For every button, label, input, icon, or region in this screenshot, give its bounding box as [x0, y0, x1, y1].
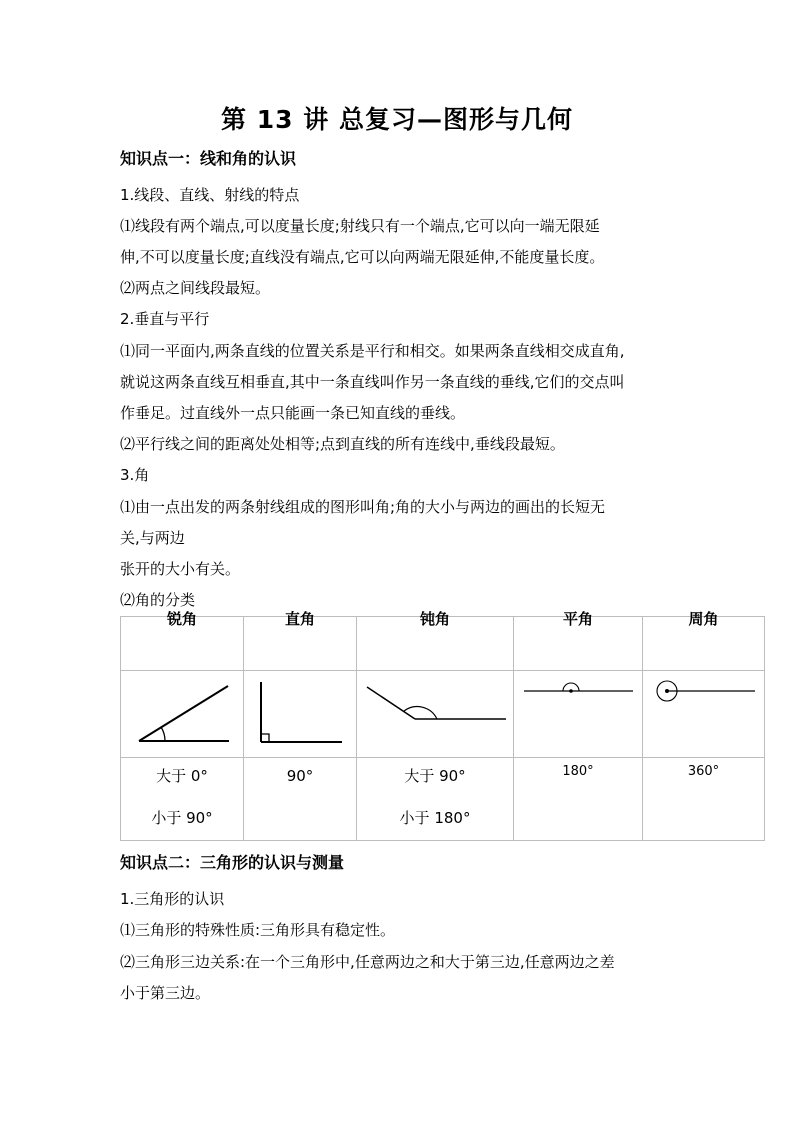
- straight-angle-figure: [514, 671, 643, 757]
- subheading-triangle-recognition: 1.三角形的认识: [120, 890, 225, 908]
- table-figure-row: [121, 671, 765, 758]
- header-cell-acute: 锐角: [121, 617, 244, 671]
- paragraph: ⑴线段有两个端点,可以度量长度;射线只有一个端点,它可以向一端无限延: [120, 217, 600, 235]
- degree-cell-straight: 180°: [514, 758, 643, 841]
- header-cell-obtuse: 钝角: [357, 617, 514, 671]
- subheading-segment-line-ray: 1.线段、直线、射线的特点: [120, 186, 300, 204]
- acute-angle-figure: [121, 671, 244, 757]
- paragraph: ⑴三角形的特殊性质:三角形具有稳定性。: [120, 921, 396, 939]
- header-cell-right: 直角: [244, 617, 357, 671]
- header-cell-full: 周角: [643, 617, 765, 671]
- paragraph: 小于第三边。: [120, 984, 211, 1002]
- figure-cell-full: [643, 671, 765, 758]
- paragraph: 就说这两条直线互相垂直,其中一条直线叫作另一条直线的垂线,它们的交点叫: [120, 373, 625, 391]
- full-angle-figure: [643, 671, 765, 757]
- degree-cell-right: 90°: [244, 758, 357, 841]
- page-title: 第 13 讲 总复习—图形与几何: [221, 105, 573, 134]
- paragraph: 关,与两边: [120, 529, 185, 547]
- degree-cell-acute: 大于 0° 小于 90°: [121, 758, 244, 841]
- header-cell-straight: 平角: [514, 617, 643, 671]
- figure-cell-straight: [514, 671, 643, 758]
- figure-cell-right: [244, 671, 357, 758]
- right-angle-figure: [244, 671, 357, 757]
- section-heading-triangles: 知识点二：三角形的认识与测量: [120, 853, 345, 872]
- degree-cell-full: 360°: [643, 758, 765, 841]
- obtuse-angle-figure: [357, 671, 514, 757]
- paragraph: ⑵三角形三边关系:在一个三角形中,任意两边之和大于第三边,任意两边之差: [120, 953, 615, 971]
- subheading-angle: 3.角: [120, 466, 150, 484]
- paragraph: ⑵两点之间线段最短。: [120, 279, 271, 297]
- angle-classification-table: [120, 610, 765, 841]
- paragraph: ⑵角的分类: [120, 591, 196, 609]
- table-header-row: [121, 617, 765, 671]
- figure-cell-obtuse: [357, 671, 514, 758]
- paragraph: 伸,不可以度量长度;直线没有端点,它可以向两端无限延伸,不能度量长度。: [120, 248, 605, 266]
- paragraph: ⑴由一点出发的两条射线组成的图形叫角;角的大小与两边的画出的长短无: [120, 498, 606, 516]
- paragraph: ⑵平行线之间的距离处处相等;点到直线的所有连线中,垂线段最短。: [120, 435, 565, 453]
- degree-cell-obtuse: 大于 90° 小于 180°: [357, 758, 514, 841]
- figure-cell-acute: [121, 671, 244, 758]
- subheading-perpendicular-parallel: 2.垂直与平行: [120, 310, 210, 328]
- paragraph: 张开的大小有关。: [120, 560, 241, 578]
- section-heading-lines-angles: 知识点一：线和角的认识: [120, 149, 297, 168]
- paragraph: 作垂足。过直线外一点只能画一条已知直线的垂线。: [120, 404, 466, 422]
- paragraph: ⑴同一平面内,两条直线的位置关系是平行和相交。如果两条直线相交成直角,: [120, 342, 625, 360]
- table-degree-row: [121, 758, 765, 841]
